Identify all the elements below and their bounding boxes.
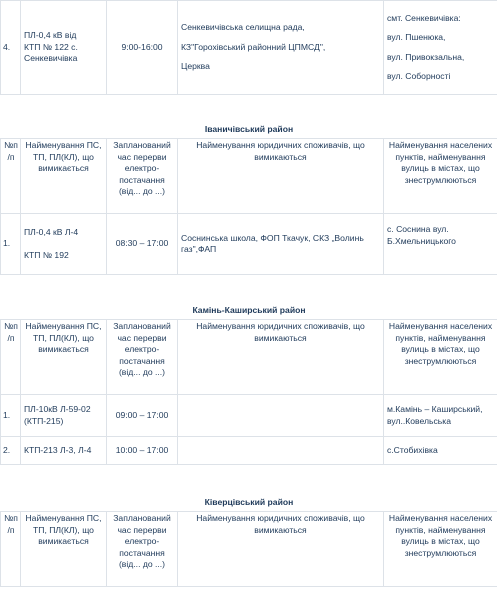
localities-cell: с. Соснина вул. Б.Хмельницького [384, 214, 497, 275]
consumer-line: Церква [181, 61, 210, 72]
object-line: КТП № 122 с. [24, 41, 78, 52]
time-cell: 9:00-16:00 [107, 1, 178, 95]
table-row [1, 437, 497, 465]
header-number: №п/п [1, 139, 21, 214]
district-title: Камінь-Каширський район [1, 275, 497, 320]
district-row [1, 275, 497, 320]
time-cell: 09:00 – 17:00 [107, 395, 178, 437]
object-line: ПЛ-0,4 кВ Л-4 [24, 226, 79, 237]
header-time: Запланований час перерви електро-постачання (від... до ...) [107, 139, 178, 214]
consumer-line: Сенкевичівська селищна рада, [181, 22, 305, 33]
row-number: 1. [1, 395, 21, 437]
district-title: Іваничівський район [1, 95, 497, 139]
object-line: ПЛ-0,4 кВ від [24, 30, 77, 41]
object-line: Сенкевичівка [24, 53, 78, 64]
row-number: 2. [1, 437, 21, 465]
district-row [1, 95, 497, 139]
object-line: КТП № 192 [24, 250, 69, 260]
header-localities: Найменування населених пунктів, найменування вулиць в містах, що знеструмлюються [384, 320, 497, 395]
locality-line: вул. Пшенюка, [387, 32, 446, 42]
header-object: Найменування ПС, ТП, ПЛ(КЛ), що вимикається [21, 512, 107, 587]
consumers-cell [178, 395, 384, 437]
consumers-cell: Соснинська школа, ФОП Ткачук, СКЗ „Волинь газ",ФАП [178, 214, 384, 275]
header-time: Запланований час перерви електро-постачання (від... до ...) [107, 320, 178, 395]
table-row [1, 214, 497, 275]
header-localities: Найменування населених пунктів, найменування вулиць в містах, що знеструмлюються [384, 512, 497, 587]
locality-line: вул. Привокзальна, [387, 51, 465, 62]
object-cell: ПЛ-10кВ Л-59-02 (КТП-215) [21, 395, 107, 437]
object-cell [21, 214, 107, 275]
header-row [1, 512, 497, 587]
header-consumers: Найменування юридичних споживачів, що вимикаються [178, 320, 384, 395]
locality-line: смт. Сенкевичівка: [387, 12, 461, 23]
time-cell: 08:30 – 17:00 [107, 214, 178, 275]
header-consumers: Найменування юридичних споживачів, що вимикаються [178, 139, 384, 214]
time-cell: 10:00 – 17:00 [107, 437, 178, 465]
row-number: 4. [1, 1, 21, 95]
header-time: Запланований час перерви електро-постачання (від... до ...) [107, 512, 178, 587]
header-localities: Найменування населених пунктів, найменування вулиць в містах, що знеструмлюються [384, 139, 497, 214]
header-number: №п/п [1, 320, 21, 395]
row-number: 1. [1, 214, 21, 275]
consumer-line: КЗ"Горохівський районний ЦПМСД", [181, 41, 326, 52]
localities-cell [384, 1, 497, 95]
localities-cell: м.Камінь – Каширський, вул..Ковельська [384, 395, 497, 437]
locality-line: вул. Соборності [387, 71, 451, 81]
header-object: Найменування ПС, ТП, ПЛ(КЛ), що вимикається [21, 139, 107, 214]
header-object: Найменування ПС, ТП, ПЛ(КЛ), що вимикається [21, 320, 107, 395]
object-cell [21, 1, 107, 95]
table-row [1, 1, 497, 95]
header-row [1, 320, 497, 395]
object-cell: КТП-213 Л-3, Л-4 [21, 437, 107, 465]
consumers-cell [178, 1, 384, 95]
district-row [1, 465, 497, 512]
district-title: Ківерцівський район [1, 465, 497, 512]
localities-cell: с.Стобихівка [384, 437, 497, 465]
header-number: №п/п [1, 512, 21, 587]
consumers-cell [178, 437, 384, 465]
table-row [1, 395, 497, 437]
header-row [1, 139, 497, 214]
header-consumers: Найменування юридичних споживачів, що вимикаються [178, 512, 384, 587]
